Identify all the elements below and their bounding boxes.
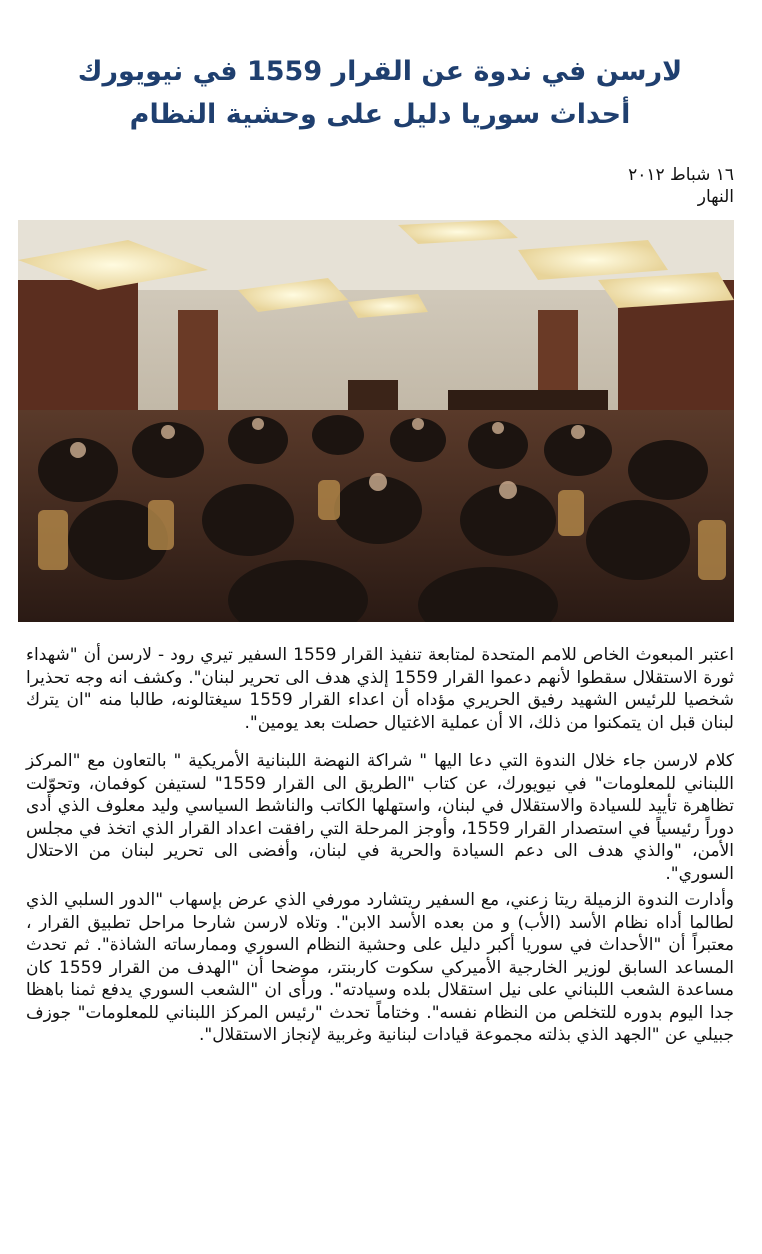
article-meta <box>26 164 734 208</box>
article-paragraph-3: وأدارت الندوة الزميلة ريتا زعني، مع السفير ريتشارد مورفي الذي عرض بإسهاب "الدور السلبي الذي لطالما أداه نظام الأسد (الأب) و من بعده الأسد الابن". وتلاه لارسن شارحا مراحل تطبيق القرار ، معتبراً أن "الأحداث في سوريا أكبر دليل على وحشية النظام السوري وممارساته الشاذة". ثم تحدث المساعد السابق لوزير الخارجية الأميركي سكوت كاربنتر، موضحا أن "الهدف من القرار 1559 كان مساعدة الشعب اللبناني على نيل استقلال بلده وسيادته". ورأى ان "الشعب السوري يدفع ثمنا باهظا جدا اليوم بدوره للتخلص من النظام نفسه". وختاماً تحدث "رئيس المركز اللبناني للمعلومات" جوزف جبيلي عن "الجهد الذي بذلته مجموعة قيادات لبنانية وغربية لإنجاز الاستقلال". <box>26 890 734 1045</box>
headline-line-2: أحداث سوريا دليل على وحشية النظام <box>129 99 631 130</box>
conference-photo-illustration <box>18 220 734 622</box>
article-source: النهار <box>697 187 734 207</box>
article-date: ١٦ شباط ٢٠١٢ <box>628 165 734 185</box>
conference-photo <box>18 220 734 622</box>
article-body <box>26 644 734 1047</box>
headline-line-1: لارسن في ندوة عن القرار 1559 في نيويورك <box>77 56 683 87</box>
article-paragraph-2: كلام لارسن جاء خلال الندوة التي دعا اليها " شراكة النهضة اللبنانية الأمريكية " بالتعاون مع "المركز اللبناني للمعلومات" في نيويورك، عن كتاب "الطريق الى القرار 1559" لستيفن كوفمان، وتحوّلت تظاهرة تأييد للسيادة والاستقلال في لبنان، واستهلها الكاتب والناشط السياسي وليد معلوف الذي أدى دوراً رئيسياً في استصدار القرار 1559، وأوجز المرحلة التي رافقت اعداد القرار الذي اتخذ في مجلس الأمن، "والذي هدف الى دعم السيادة والحرية في لبنان، وأفضى الى تحرير لبنان من الاحتلال السوري". <box>26 751 734 884</box>
article-paragraph-1: اعتبر المبعوث الخاص للامم المتحدة لمتابعة تنفيذ القرار 1559 السفير تيري رود - لارسن أن "شهداء ثورة الاستقلال سقطوا لأنهم دعموا القرار 1559 إلذي هدف الى تحرير لبنان". وكشف انه وجه تحذيرا شخصيا للرئيس الشهيد رفيق الحريري مؤداه أن اعداء القرار 1559 سيغتالونه، طالبا منه "ان يترك لبنان قبل ان يتمكنوا من ذلك، الا أن عملية الاغتيال حصلت بعد يومين". <box>26 645 735 733</box>
article-headline <box>26 0 734 136</box>
